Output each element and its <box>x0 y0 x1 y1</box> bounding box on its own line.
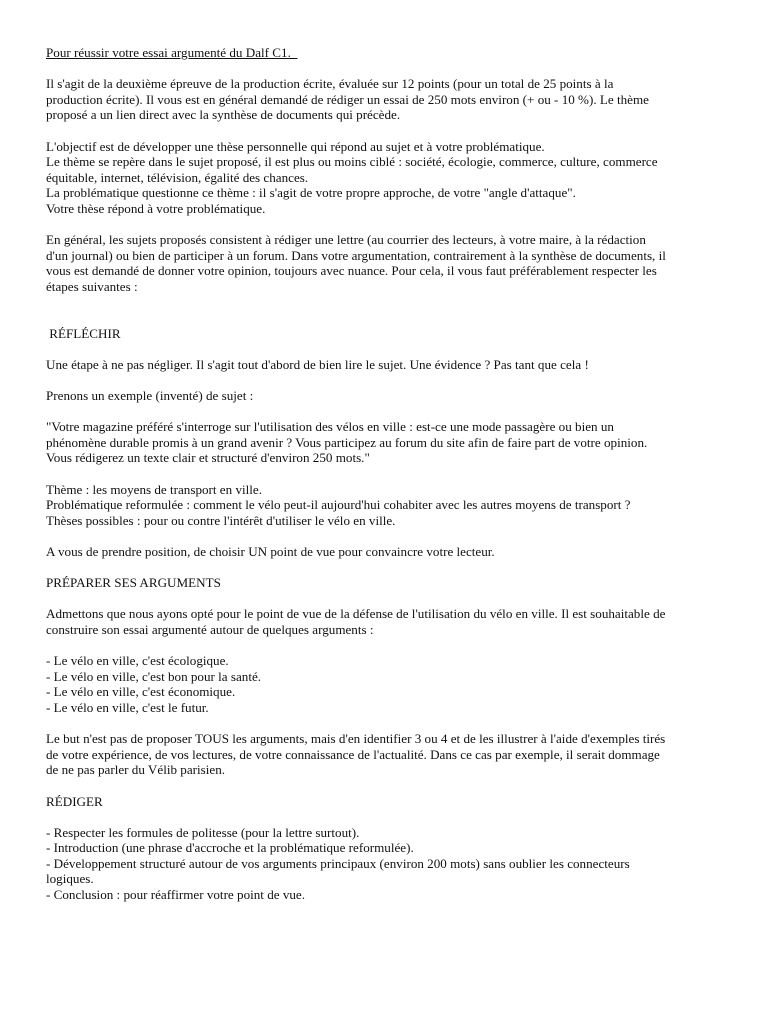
text-line: proposé a un lien direct avec la synthèse de documents qui précède. <box>46 107 401 123</box>
document-title: Pour réussir votre essai argumenté du Dalf C1. <box>46 45 298 60</box>
list-item: - Conclusion : pour réaffirmer votre point de vue. <box>46 887 306 903</box>
section-heading-reflechir: RÉFLÉCHIR <box>46 325 121 341</box>
section-heading-preparer: PRÉPARER SES ARGUMENTS <box>46 575 221 591</box>
text-line: "Votre magazine préféré s'interroge sur l'utilisation des vélos en ville : est-ce une mode passagère ou bien un <box>46 419 614 435</box>
text-line: Vous rédigerez un texte clair et structuré d'environ 250 mots." <box>46 450 370 466</box>
text-line: Le thème se repère dans le sujet proposé, il est plus ou moins ciblé : société, écologie, commerce, culture, commerce <box>46 154 658 170</box>
list-item: - Introduction (une phrase d'accroche et la problématique reformulée). <box>46 840 414 856</box>
list-item: - Le vélo en ville, c'est économique. <box>46 684 236 700</box>
text-line: Il s'agit de la deuxième épreuve de la production écrite, évaluée sur 12 points (pour un total de 25 points à la <box>46 76 614 92</box>
blank-line <box>46 310 722 326</box>
preparer-conclusion <box>46 731 722 778</box>
text-line: Thèses possibles : pour ou contre l'intérêt d'utiliser le vélo en ville. <box>46 512 396 528</box>
reflechir-paragraph-1: Une étape à ne pas négliger. Il s'agit tout d'abord de bien lire le sujet. Une évidence ? Pas tant que cela ! <box>46 356 589 372</box>
text-line: de ne pas parler du Vélib parisien. <box>46 762 226 778</box>
text-line: Problématique reformulée : comment le vélo peut-il aujourd'hui cohabiter avec les autres moyens de transport ? <box>46 497 631 513</box>
example-subject-quote <box>46 419 722 466</box>
list-item: - Le vélo en ville, c'est le futur. <box>46 699 209 715</box>
rediger-list <box>46 825 722 903</box>
section-heading-rediger: RÉDIGER <box>46 793 103 809</box>
text-line: En général, les sujets proposés consistent à rédiger une lettre (au courrier des lecteurs, à votre maire, à la rédaction <box>46 232 646 248</box>
objective-paragraph <box>46 139 722 217</box>
document-page <box>46 45 722 918</box>
text-line: vous est demandé de donner votre opinion, toujours avec nuance. Pour cela, il vous faut préférablement respecter les <box>46 263 657 279</box>
text-line: Le but n'est pas de proposer TOUS les arguments, mais d'en identifier 3 ou 4 et de les illustrer à l'aide d'exemples tirés <box>46 731 666 747</box>
text-line: La problématique questionne ce thème : il s'agit de votre propre approche, de votre "angle d'attaque". <box>46 185 576 201</box>
text-line: étapes suivantes : <box>46 278 138 294</box>
text-line: Votre thèse répond à votre problématique. <box>46 200 266 216</box>
list-item: - Développement structuré autour de vos arguments principaux (environ 200 mots) sans oublier les connecteurs <box>46 855 630 871</box>
list-item: - Le vélo en ville, c'est bon pour la santé. <box>46 668 262 684</box>
text-line: d'un journal) ou bien de participer à un forum. Dans votre argumentation, contrairement à la synthèse de documents, il <box>46 247 666 263</box>
arguments-list <box>46 653 722 715</box>
reflechir-paragraph-2: Prenons un exemple (inventé) de sujet : <box>46 388 254 404</box>
text-line: production écrite). Il vous est en général demandé de rédiger un essai de 250 mots environ (+ ou - 10 %). Le thème <box>46 91 649 107</box>
text-line: L'objectif est de développer une thèse personnelle qui répond au sujet et à votre problématique. <box>46 138 545 154</box>
text-line: Thème : les moyens de transport en ville. <box>46 481 262 497</box>
text-line: construire son essai argumenté autour de quelques arguments : <box>46 621 374 637</box>
text-line: phénomène durable promis à un grand avenir ? Vous participez au forum du site afin de faire part de votre opinion. <box>46 434 648 450</box>
intro-paragraph <box>46 76 722 123</box>
text-line: Admettons que nous ayons opté pour le point de vue de la défense de l'utilisation du vélo en ville. Il est souhaitable de <box>46 606 666 622</box>
general-paragraph <box>46 232 722 294</box>
subject-analysis <box>46 482 722 529</box>
text-line: de votre expérience, de vos lectures, de votre connaissance de l'actualité. Dans ce cas par exemple, il serait dommage <box>46 746 660 762</box>
list-item: logiques. <box>46 871 94 887</box>
preparer-intro <box>46 606 722 637</box>
list-item: - Le vélo en ville, c'est écologique. <box>46 653 229 669</box>
list-item: - Respecter les formules de politesse (pour la lettre surtout). <box>46 824 360 840</box>
reflechir-paragraph-3: A vous de prendre position, de choisir UN point de vue pour convaincre votre lecteur. <box>46 544 495 559</box>
text-line: équitable, internet, télévision, égalité des chances. <box>46 169 309 185</box>
